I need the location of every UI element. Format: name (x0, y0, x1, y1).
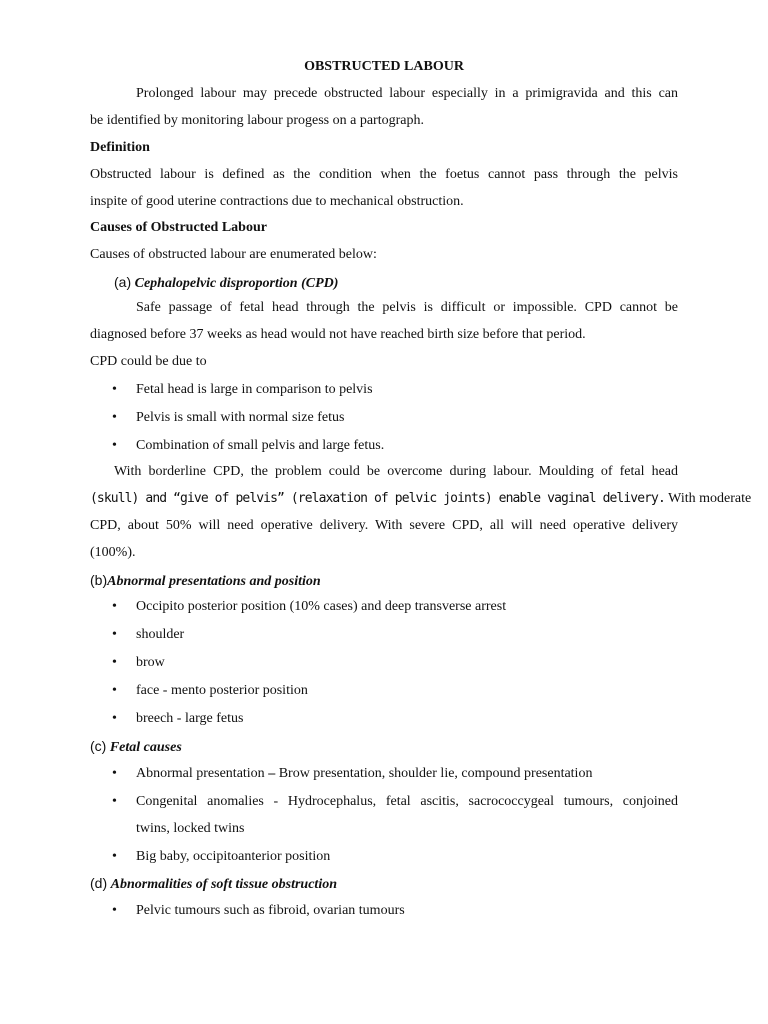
bullet-glyph: • (112, 849, 117, 864)
section-a-title: Cephalopelvic disproportion (CPD) (134, 276, 339, 291)
list-item: Pelvic tumours such as fibroid, ovarian tumours (136, 903, 405, 918)
section-b-title: Abnormal presentations and position (107, 574, 321, 589)
intro-line-2: be identified by monitoring labour progess on a partograph. (90, 113, 424, 128)
list-item: Big baby, occipitoanterior position (136, 849, 331, 864)
section-c-heading (90, 736, 678, 758)
list-item-continuation: twins, locked twins (136, 821, 245, 836)
section-a-para-line-1: Safe passage of fetal head through the pelvis is difficult or impossible. CPD cannot be (136, 300, 678, 315)
causes-intro: Causes of obstructed labour are enumerated below: (90, 247, 377, 262)
document-title: OBSTRUCTED LABOUR (304, 59, 464, 74)
list-item-dash: – (268, 766, 276, 781)
list-item-text: Abnormal presentation (136, 766, 269, 781)
bullet-glyph: • (112, 903, 117, 918)
list-item: breech - large fetus (136, 711, 244, 726)
section-a-para2-line-1: With borderline CPD, the problem could be overcome during labour. Moulding of fetal head (114, 464, 678, 479)
section-c-label: (c) (90, 738, 107, 754)
section-d-label: (d) (90, 875, 108, 891)
bullet-glyph: • (112, 599, 117, 614)
list-item: brow (136, 655, 165, 670)
section-a-heading (114, 272, 702, 294)
list-item: face - mento posterior position (136, 683, 308, 698)
bullet-glyph: • (112, 655, 117, 670)
list-item (136, 764, 592, 784)
bullet-glyph: • (112, 766, 117, 781)
section-a-para2-line-2-mono: (skull) and “give of pelvis” (relaxation of pelvic joints) enable vaginal delivery. (90, 491, 665, 506)
section-a-para-line-2: diagnosed before 37 weeks as head would not have reached birth size before that period. (90, 327, 586, 342)
list-item-text: Brow presentation, shoulder lie, compound presentation (275, 766, 593, 781)
definition-line-2: inspite of good uterine contractions due to mechanical obstruction. (90, 194, 464, 209)
section-a-para2-line-4: (100%). (90, 545, 136, 560)
bullet-glyph: • (112, 711, 117, 726)
list-item: Occipito posterior position (10% cases) and deep transverse arrest (136, 599, 507, 614)
bullet-glyph: • (112, 438, 117, 453)
list-item: Fetal head is large in comparison to pelvis (136, 382, 373, 397)
list-item: Pelvis is small with normal size fetus (136, 410, 345, 425)
section-a-label: (a) (114, 274, 132, 290)
bullet-glyph: • (112, 627, 117, 642)
section-b-label: (b) (90, 572, 108, 588)
causes-heading: Causes of Obstructed Labour (90, 220, 267, 235)
section-a-para2-line-2 (90, 489, 752, 509)
intro-line-1: Prolonged labour may precede obstructed labour especially in a primigravida and this can (136, 86, 678, 101)
list-item: shoulder (136, 627, 185, 642)
section-a-para2-line-2-rest: With moderate (664, 491, 752, 506)
list-item: Congenital anomalies - Hydrocephalus, fetal ascitis, sacrococcygeal tumours, conjoined (136, 794, 678, 809)
definition-heading: Definition (90, 140, 150, 155)
section-c-title: Fetal causes (109, 740, 182, 755)
section-a-due-to: CPD could be due to (90, 354, 207, 369)
section-b-heading (90, 570, 678, 592)
bullet-glyph: • (112, 382, 117, 397)
bullet-glyph: • (112, 683, 117, 698)
section-a-para2-line-3: CPD, about 50% will need operative delivery. With severe CPD, all will need operative delivery (90, 518, 678, 533)
bullet-glyph: • (112, 794, 117, 809)
section-d-title: Abnormalities of soft tissue obstruction (110, 877, 337, 892)
bullet-glyph: • (112, 410, 117, 425)
list-item: Combination of small pelvis and large fetus. (136, 438, 385, 453)
section-d-heading (90, 873, 678, 895)
definition-line-1: Obstructed labour is defined as the condition when the foetus cannot pass through the pelvis (90, 167, 678, 182)
